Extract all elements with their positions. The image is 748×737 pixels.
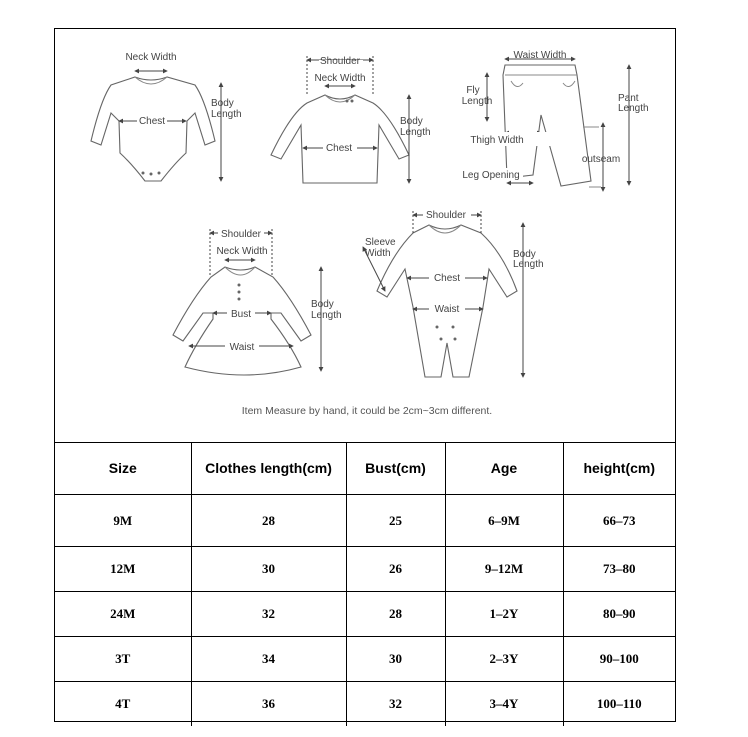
cell-age: 2–3Y	[445, 637, 563, 682]
cell-clothes-length: 34	[191, 637, 346, 682]
header-bust: Bust(cm)	[346, 442, 445, 495]
pants-leg-opening-label: Leg Opening	[462, 170, 520, 181]
romper-sleeve-width-label: Width	[365, 248, 391, 259]
cell-age: 6–9M	[445, 495, 563, 547]
measurement-note: Item Measure by hand, it could be 2cm~3cm different.	[241, 405, 493, 417]
pants-illustration	[459, 50, 649, 191]
cell-size: 9M	[55, 495, 191, 547]
cell-size: 24M	[55, 592, 191, 637]
cell-age: 9–12M	[445, 547, 563, 592]
table-row	[55, 682, 675, 727]
pants-pant-length-label: Length	[618, 103, 649, 114]
cell-height: 66–73	[563, 495, 675, 547]
table-row	[55, 495, 675, 547]
dress-body-label: Body	[311, 299, 334, 310]
dress-length-label: Length	[311, 310, 342, 321]
romper-waist-label: Waist	[434, 304, 460, 315]
cell-size: 4T	[55, 682, 191, 727]
romper-length-label: Length	[513, 259, 544, 270]
table-row	[55, 547, 675, 592]
pants-waist-width-label: Waist Width	[513, 50, 567, 61]
romper-shoulder-label: Shoulder	[425, 210, 467, 221]
cell-height: 100–110	[563, 682, 675, 727]
pants-pant-label: Pant	[618, 93, 639, 104]
bodysuit-chest-label: Chest	[138, 116, 166, 127]
pants-thigh-width-label: Thigh Width	[470, 135, 524, 146]
pants-outseam-label: outseam	[581, 154, 621, 165]
dress-waist-label: Waist	[229, 342, 255, 353]
cell-clothes-length: 28	[191, 495, 346, 547]
cell-age: 1–2Y	[445, 592, 563, 637]
top-illustration	[271, 56, 431, 183]
cell-bust: 28	[346, 592, 445, 637]
size-table	[55, 442, 675, 726]
table-row	[55, 637, 675, 682]
header-height: height(cm)	[563, 442, 675, 495]
cell-bust: 26	[346, 547, 445, 592]
top-chest-label: Chest	[325, 143, 353, 154]
cell-bust: 30	[346, 637, 445, 682]
top-length-label: Length	[400, 127, 431, 138]
romper-sleeve-label: Sleeve	[365, 237, 396, 248]
dress-neck-width-label: Neck Width	[216, 246, 268, 257]
dress-bust-label: Bust	[230, 309, 252, 320]
top-neck-width-label: Neck Width	[314, 73, 366, 84]
cell-size: 3T	[55, 637, 191, 682]
size-chart-sheet	[54, 28, 676, 722]
table-header-row	[55, 442, 675, 495]
romper-chest-label: Chest	[433, 273, 461, 284]
header-size: Size	[55, 442, 191, 495]
cell-clothes-length: 30	[191, 547, 346, 592]
dress-shoulder-label: Shoulder	[220, 229, 262, 240]
cell-height: 80–90	[563, 592, 675, 637]
bodysuit-length-label: Length	[211, 109, 242, 120]
dress-illustration	[173, 227, 342, 375]
measurement-diagram-panel	[55, 29, 675, 443]
bodysuit-body-label: Body	[211, 98, 234, 109]
top-shoulder-label: Shoulder	[319, 56, 361, 67]
cell-age: 3–4Y	[445, 682, 563, 727]
header-clothes-length: Clothes length(cm)	[191, 442, 346, 495]
table-row	[55, 592, 675, 637]
header-age: Age	[445, 442, 563, 495]
cell-clothes-length: 36	[191, 682, 346, 727]
bodysuit-neck-width-label: Neck Width	[125, 52, 177, 63]
romper-illustration	[363, 209, 544, 377]
cell-height: 90–100	[563, 637, 675, 682]
cell-bust: 32	[346, 682, 445, 727]
romper-body-label: Body	[513, 249, 536, 260]
pants-fly-length-label: Length	[461, 96, 493, 107]
bodysuit-illustration	[91, 52, 242, 181]
cell-bust: 25	[346, 495, 445, 547]
cell-clothes-length: 32	[191, 592, 346, 637]
cell-size: 12M	[55, 547, 191, 592]
cell-height: 73–80	[563, 547, 675, 592]
top-body-label: Body	[400, 116, 423, 127]
pants-fly-label: Fly	[466, 85, 480, 96]
measurement-illustrations	[55, 29, 675, 442]
